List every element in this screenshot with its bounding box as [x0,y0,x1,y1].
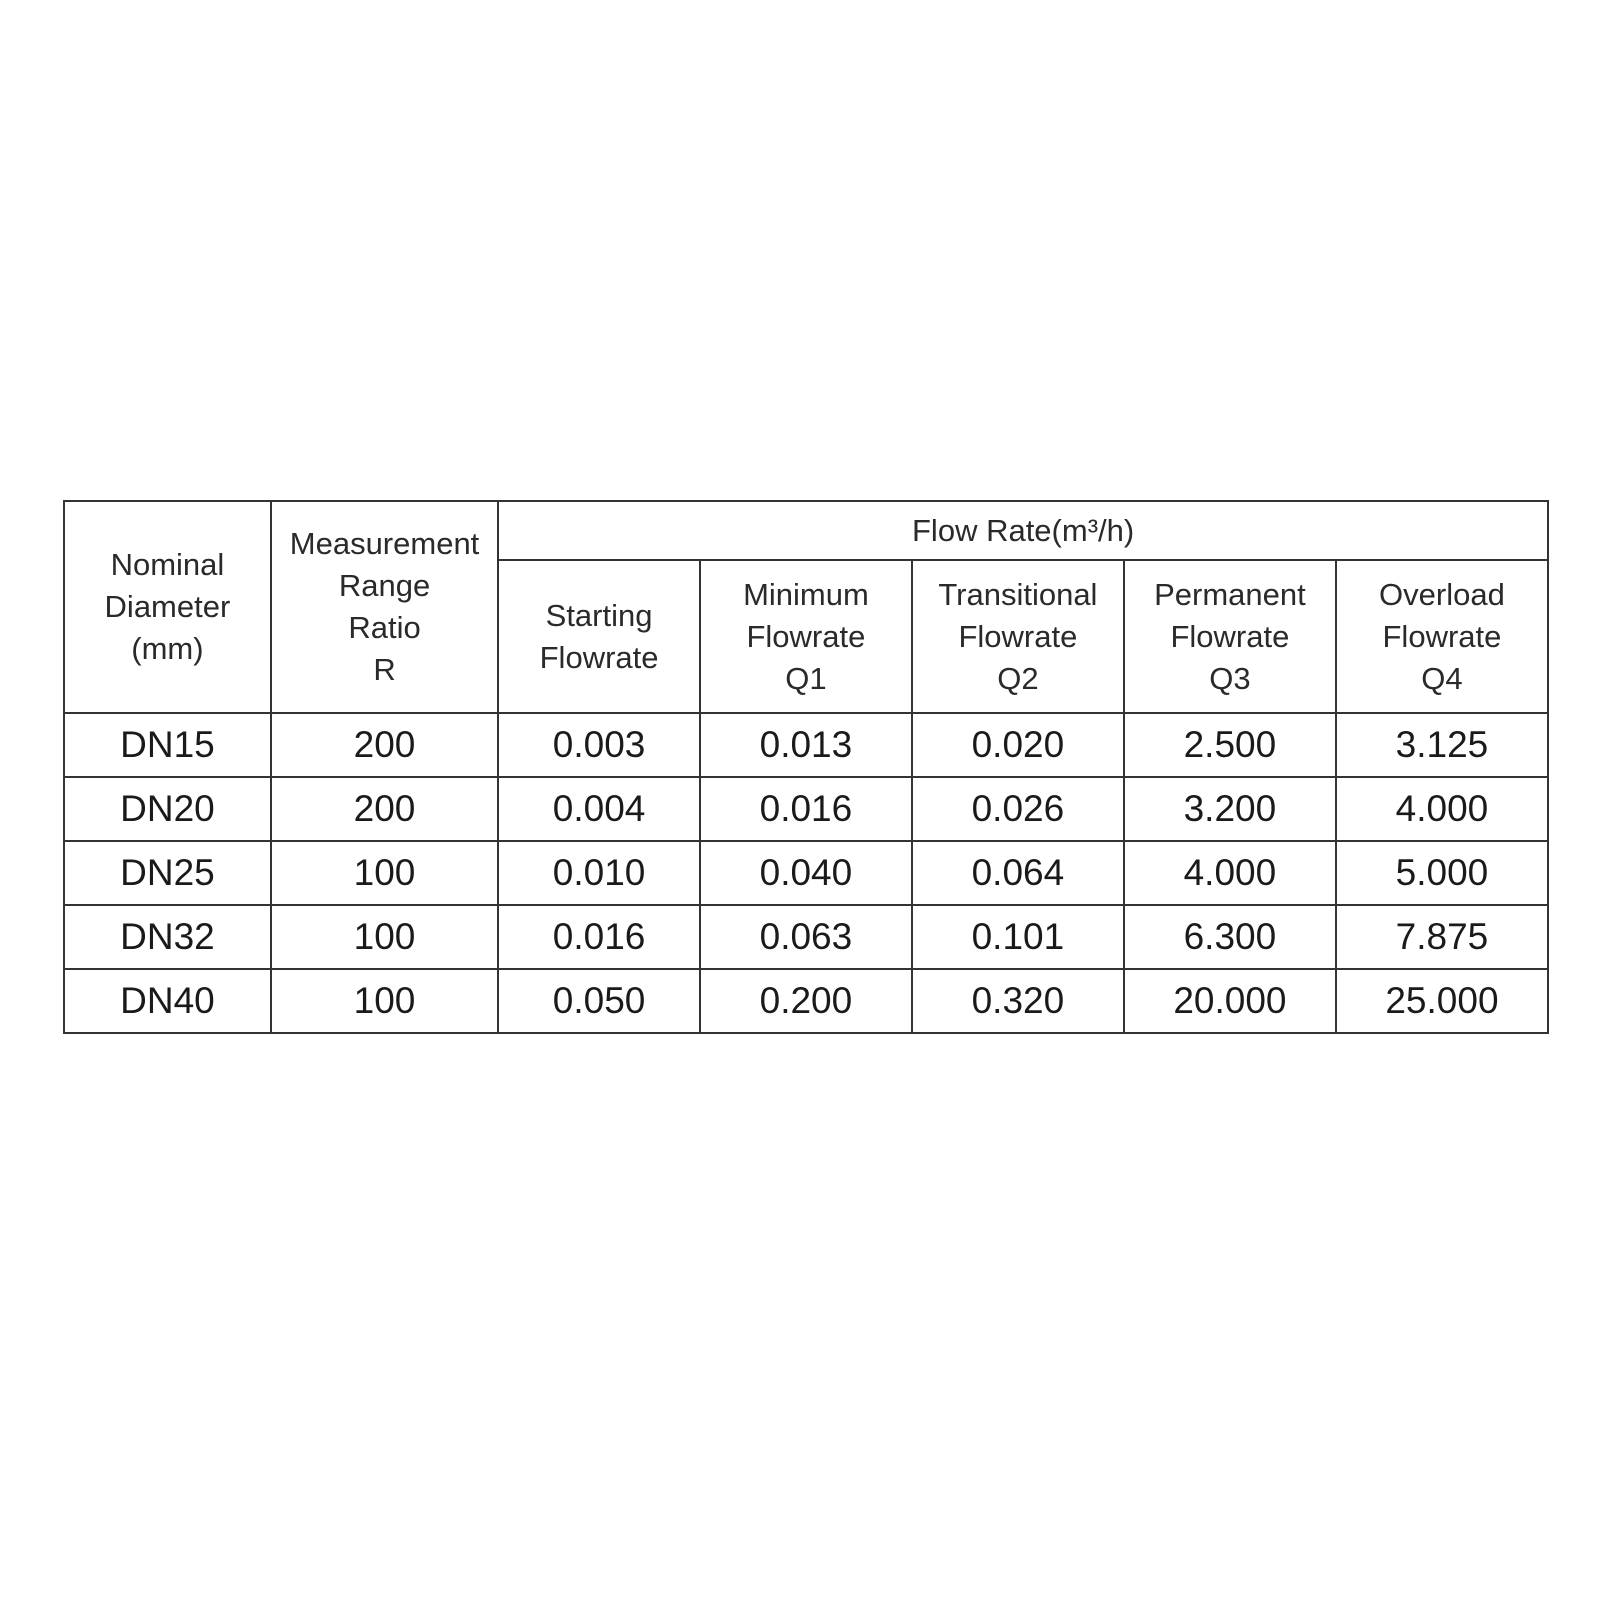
range-ratio-cell: 100 [271,841,498,905]
header-line: Q3 [1209,660,1251,696]
header-line: Minimum [743,576,869,612]
table-row [64,905,1548,969]
q4-cell: 7.875 [1336,905,1548,969]
header-line: Starting [545,597,653,633]
header-line: Permanent [1154,576,1306,612]
q1-cell: 0.063 [700,905,912,969]
starting-flowrate-cell: 0.050 [498,969,700,1033]
header-line: Flowrate [958,618,1078,654]
starting-flowrate-cell: 0.003 [498,713,700,777]
q3-cell: 3.200 [1124,777,1336,841]
nominal-diameter-cell: DN20 [64,777,271,841]
header-line: Q2 [997,660,1039,696]
header-line: Q1 [785,660,827,696]
q3-cell: 2.500 [1124,713,1336,777]
q2-cell: 0.026 [912,777,1124,841]
nominal-diameter-header [64,501,271,713]
table-row [64,969,1548,1033]
range-ratio-cell: 100 [271,969,498,1033]
minimum-flowrate-header [700,560,912,713]
header-line: Flowrate [539,639,659,675]
header-line: Q4 [1421,660,1463,696]
q2-cell: 0.101 [912,905,1124,969]
q3-cell: 4.000 [1124,841,1336,905]
range-ratio-cell: 100 [271,905,498,969]
starting-flowrate-cell: 0.010 [498,841,700,905]
header-line: Nominal [110,547,225,582]
q4-cell: 4.000 [1336,777,1548,841]
starting-flowrate-header [498,560,700,713]
overload-flowrate-header [1336,560,1548,713]
transitional-flowrate-header [912,560,1124,713]
q1-cell: 0.040 [700,841,912,905]
q2-cell: 0.320 [912,969,1124,1033]
q4-cell: 5.000 [1336,841,1548,905]
q4-cell: 25.000 [1336,969,1548,1033]
q1-cell: 0.200 [700,969,912,1033]
flow-spec-table [63,500,1549,1034]
starting-flowrate-cell: 0.004 [498,777,700,841]
flow-rate-group-header: Flow Rate(m³/h) [498,501,1548,560]
q1-cell: 0.016 [700,777,912,841]
table-row [64,841,1548,905]
header-line: Measurement [289,526,480,561]
q3-cell: 20.000 [1124,969,1336,1033]
nominal-diameter-cell: DN40 [64,969,271,1033]
q2-cell: 0.020 [912,713,1124,777]
header-line: Flowrate [1382,618,1502,654]
nominal-diameter-cell: DN25 [64,841,271,905]
starting-flowrate-cell: 0.016 [498,905,700,969]
table-row [64,777,1548,841]
permanent-flowrate-header [1124,560,1336,713]
q1-cell: 0.013 [700,713,912,777]
measurement-range-header [271,501,498,713]
header-line: Overload [1379,576,1505,612]
range-ratio-cell: 200 [271,777,498,841]
header-line: Transitional [938,576,1098,612]
table-row [64,713,1548,777]
q4-cell: 3.125 [1336,713,1548,777]
header-line: Flowrate [1170,618,1290,654]
header-line: Flowrate [746,618,866,654]
nominal-diameter-cell: DN32 [64,905,271,969]
header-line: (mm) [131,631,204,666]
nominal-diameter-cell: DN15 [64,713,271,777]
header-line: Diameter [104,589,231,624]
range-ratio-cell: 200 [271,713,498,777]
header-line: Ratio [348,610,421,645]
header-line: Range [338,568,431,603]
q2-cell: 0.064 [912,841,1124,905]
q3-cell: 6.300 [1124,905,1336,969]
header-line: R [373,652,396,687]
